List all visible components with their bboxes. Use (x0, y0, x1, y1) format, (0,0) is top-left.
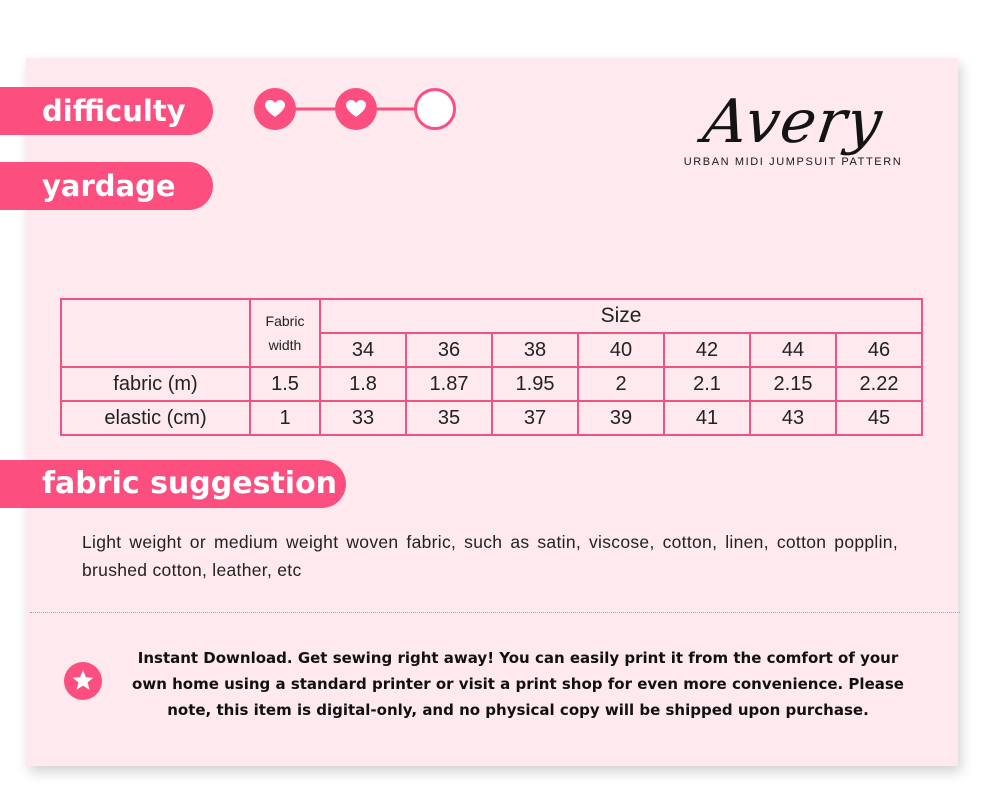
value-cell: 2.15 (750, 367, 836, 401)
fabric-suggestion-text: Light weight or medium weight woven fabric, such as satin, viscose, cotton, linen, cotton popplin, brushed cotton, leather, etc (82, 532, 898, 580)
size-cell: 38 (492, 333, 578, 367)
value-cell: 45 (836, 401, 922, 435)
value-cell: 2.22 (836, 367, 922, 401)
size-cell: 34 (320, 333, 406, 367)
difficulty-label: difficulty (0, 87, 213, 135)
fabric-suggestion-label: fabric suggestion (0, 460, 346, 508)
value-cell: 2.1 (664, 367, 750, 401)
brand-block (676, 87, 910, 168)
heart-icon (335, 88, 377, 130)
value-cell: 39 (578, 401, 664, 435)
table-corner-cell (61, 299, 250, 367)
brand-subtitle: URBAN MIDI JUMPSUIT PATTERN (683, 156, 903, 168)
value-cell: 37 (492, 401, 578, 435)
size-header: Size (320, 299, 922, 333)
row-label: elastic (cm) (61, 401, 250, 435)
size-cell: 36 (406, 333, 492, 367)
width-cell: 1 (250, 401, 320, 435)
download-notice: Instant Download. Get sewing right away! You can easily print it from the comfort of your own home using a standard printer or visit a print shop for even more convenience. Please note, this item is digital-only, and no physical copy will be shipped upon purchase. (132, 649, 904, 719)
value-cell: 1.95 (492, 367, 578, 401)
value-cell: 33 (320, 401, 406, 435)
row-label: fabric (m) (61, 367, 250, 401)
star-icon (64, 662, 102, 700)
size-cell: 42 (664, 333, 750, 367)
size-cell: 40 (578, 333, 664, 367)
empty-rating-circle (416, 90, 455, 129)
divider (30, 612, 960, 613)
value-cell: 43 (750, 401, 836, 435)
size-cell: 44 (750, 333, 836, 367)
yardage-table (60, 298, 923, 436)
value-cell: 1.87 (406, 367, 492, 401)
width-cell: 1.5 (250, 367, 320, 401)
table-row (61, 401, 922, 435)
fabric-width-header: Fabric width (250, 299, 320, 367)
size-cell: 46 (836, 333, 922, 367)
yardage-label: yardage (0, 162, 213, 210)
value-cell: 35 (406, 401, 492, 435)
brand-name: Avery (699, 87, 887, 157)
difficulty-rating (252, 86, 462, 132)
table-row (61, 367, 922, 401)
heart-icon (254, 88, 296, 130)
value-cell: 41 (664, 401, 750, 435)
value-cell: 1.8 (320, 367, 406, 401)
value-cell: 2 (578, 367, 664, 401)
